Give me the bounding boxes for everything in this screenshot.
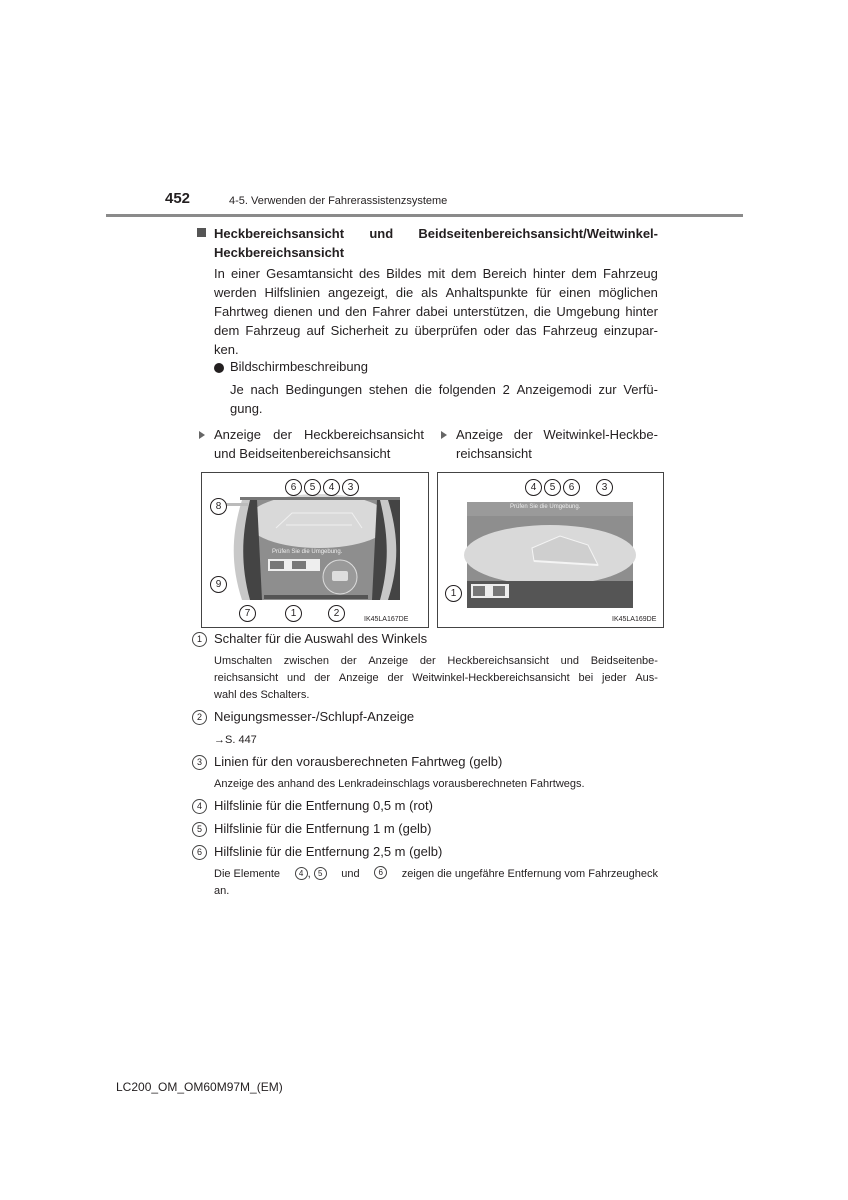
item-number: 6 xyxy=(192,845,207,860)
note-refs xyxy=(295,866,327,883)
word: hinter xyxy=(625,304,658,319)
word: dem xyxy=(571,266,597,281)
word: oder xyxy=(483,323,510,338)
item-description xyxy=(214,653,658,704)
section-heading xyxy=(214,224,658,262)
note-text: zeigen die ungefähre Entfernung vom Fahrzeugheck xyxy=(401,868,658,880)
callout-1: 1 xyxy=(285,605,302,622)
word: und xyxy=(287,672,306,684)
callout-9: 9 xyxy=(210,576,227,593)
figure-rear-and-side-view xyxy=(201,472,429,628)
word: Aus- xyxy=(635,672,658,684)
word: Anzeige xyxy=(214,427,261,442)
word: Anzeige xyxy=(338,672,379,684)
callout-5: 5 xyxy=(544,479,561,496)
word: Verfü- xyxy=(623,382,658,397)
word: Umschalten xyxy=(214,655,273,667)
word: Fahrzeug xyxy=(542,323,598,338)
figure-code: IK45LA167DE xyxy=(364,616,409,623)
word: Fahrtweg xyxy=(214,304,269,319)
word: die xyxy=(395,285,414,300)
item-desc-line: wahl des Schalters. xyxy=(214,689,310,701)
word: Fahrzeug xyxy=(245,323,301,338)
caption-line: reichsansicht xyxy=(456,446,532,461)
word: bei xyxy=(578,672,594,684)
distance-note xyxy=(214,866,658,900)
word: der xyxy=(387,672,404,684)
word: des xyxy=(358,266,380,281)
word: zu xyxy=(394,323,409,338)
figure-wide-rear-view xyxy=(437,472,664,628)
word: das xyxy=(515,323,537,338)
word: Anzeige xyxy=(456,427,503,442)
item-description: Anzeige des anhand des Lenkradeinschlags vorausberechneten Fahrtwegs. xyxy=(214,778,585,790)
camera-display-illustration xyxy=(438,473,663,627)
heading-square-marker xyxy=(197,228,206,237)
word: überprüfen xyxy=(414,323,478,338)
bullet-label: Bildschirmbeschreibung xyxy=(230,359,369,374)
heading-word: Heckbereichsansicht xyxy=(214,226,345,241)
word: der xyxy=(340,655,357,667)
callout-6: 6 xyxy=(285,479,302,496)
word: Heckbereichsansicht xyxy=(447,655,549,667)
word: Weitwinkel-Heckbereichsansicht xyxy=(412,672,570,684)
caption-line xyxy=(456,425,658,444)
word: Anhaltspunkte xyxy=(445,285,529,300)
word: die xyxy=(533,304,552,319)
intro-line xyxy=(214,321,658,340)
screen-message: Prüfen Sie die Umgebung. xyxy=(272,549,343,555)
word: für xyxy=(535,285,552,300)
footer-doc-id: LC200_OM_OM60M97M_(EM) xyxy=(116,1080,283,1094)
callout-2: 2 xyxy=(328,605,345,622)
word: Fahrer xyxy=(372,304,411,319)
item-label: Hilfslinie für die Entfernung 0,5 m (rot) xyxy=(214,798,433,813)
word: Bereich xyxy=(482,266,527,281)
item-desc-line xyxy=(214,653,658,670)
word: Anzeigemodi xyxy=(516,382,592,397)
word: mit xyxy=(427,266,445,281)
callout-3: 3 xyxy=(596,479,613,496)
word: In xyxy=(214,266,225,281)
word: jeder xyxy=(602,672,627,684)
header-rule xyxy=(106,214,743,217)
word: einzupar- xyxy=(603,323,658,338)
figure-code: IK45LA169DE xyxy=(612,616,657,623)
word: die xyxy=(414,382,432,397)
word: Umgebung xyxy=(556,304,621,319)
word: folgenden xyxy=(438,382,496,397)
caption-arrow-icon xyxy=(441,431,447,439)
word: und xyxy=(318,304,340,319)
callout-4: 4 xyxy=(323,479,340,496)
word: Heckbereichsansicht xyxy=(304,427,424,442)
item-number: 5 xyxy=(192,822,207,837)
item-number: 3 xyxy=(192,755,207,770)
note-text: Die Elemente xyxy=(214,868,281,880)
item-label: Neigungsmesser-/Schlupf-Anzeige xyxy=(214,709,415,724)
word: Bildes xyxy=(386,266,422,281)
note-text: und xyxy=(341,868,360,880)
word: der xyxy=(513,427,533,442)
bullet-line xyxy=(230,380,658,399)
word: dienen xyxy=(273,304,313,319)
callout-3: 3 xyxy=(342,479,359,496)
caption-right xyxy=(456,425,658,463)
heading-word: und xyxy=(369,226,394,241)
item-desc-line xyxy=(214,670,658,687)
word: Anzeige xyxy=(368,655,409,667)
item-label: Hilfslinie für die Entfernung 1 m (gelb) xyxy=(214,821,432,836)
caption-line xyxy=(214,425,424,444)
word: Je xyxy=(230,382,244,397)
screen-message: Prüfen Sie die Umgebung. xyxy=(510,504,581,510)
word: Beidseitenbe- xyxy=(590,655,658,667)
caption-line: und Beidseitenbereichsansicht xyxy=(214,446,391,461)
caption-arrow-icon xyxy=(199,431,205,439)
callout-6: 6 xyxy=(563,479,580,496)
callout-7: 7 xyxy=(239,605,256,622)
word: der xyxy=(314,672,331,684)
word: dem xyxy=(451,266,477,281)
word: angezeigt, xyxy=(328,285,389,300)
callout-8: 8 xyxy=(210,498,227,515)
word: dabei xyxy=(415,304,448,319)
word: hinter xyxy=(532,266,566,281)
word: nach xyxy=(250,382,279,397)
note-line xyxy=(214,866,658,883)
item-number: 1 xyxy=(192,632,207,647)
word: der xyxy=(273,427,292,442)
word: den xyxy=(345,304,367,319)
word: werden xyxy=(214,285,257,300)
word: und xyxy=(560,655,579,667)
word: Sicherheit xyxy=(330,323,389,338)
heading-word: Beidseitenbereichsansicht/Weitwinkel- xyxy=(418,226,658,241)
word: reichsansicht xyxy=(214,672,279,684)
item-label: Linien für den vorausberechneten Fahrtweg (gelb) xyxy=(214,754,503,769)
page-number: 452 xyxy=(165,190,191,207)
bullet-paragraph xyxy=(230,380,658,418)
word: auf xyxy=(306,323,325,338)
item-label: Schalter für die Auswahl des Winkels xyxy=(214,631,428,646)
word: 2 xyxy=(502,382,510,397)
item-number: 4 xyxy=(192,799,207,814)
note-number: 6 xyxy=(374,866,387,879)
intro-line: ken. xyxy=(214,342,239,357)
intro-line xyxy=(214,264,658,283)
bullet-dot xyxy=(214,363,224,373)
word: dem xyxy=(214,323,240,338)
caption-left xyxy=(214,425,424,463)
intro-line xyxy=(214,302,658,321)
word: unterstützen, xyxy=(453,304,529,319)
intro-line xyxy=(214,283,658,302)
word: Weitwinkel-Heckbe- xyxy=(543,427,658,442)
bullet-line: gung. xyxy=(230,401,263,416)
heading-line: Heckbereichsansicht xyxy=(214,245,345,260)
word: Bedingungen xyxy=(285,382,363,397)
item-label: Hilfslinie für die Entfernung 2,5 m (gelb) xyxy=(214,844,443,859)
intro-paragraph xyxy=(214,264,658,359)
callout-1: 1 xyxy=(445,585,462,602)
word: als xyxy=(421,285,438,300)
word: Fahrzeug xyxy=(602,266,658,281)
callout-4: 4 xyxy=(525,479,542,496)
callout-5: 5 xyxy=(304,479,321,496)
note-separator: , xyxy=(307,868,311,880)
word: zur xyxy=(598,382,617,397)
word: möglichen xyxy=(598,285,658,300)
item-number: 2 xyxy=(192,710,207,725)
word: zwischen xyxy=(283,655,330,667)
note-line: an. xyxy=(214,885,230,897)
section-title: 4-5. Verwenden der Fahrerassistenzsysteme xyxy=(229,195,448,207)
word: einen xyxy=(558,285,591,300)
note-number: 5 xyxy=(314,867,327,880)
word: Hilfslinien xyxy=(264,285,321,300)
word: der xyxy=(419,655,436,667)
word: einer xyxy=(231,266,260,281)
word: stehen xyxy=(368,382,408,397)
page-reference-link[interactable]: →S. 447 xyxy=(214,734,257,746)
note-number: 4 xyxy=(295,867,308,880)
word: Gesamtansicht xyxy=(266,266,353,281)
